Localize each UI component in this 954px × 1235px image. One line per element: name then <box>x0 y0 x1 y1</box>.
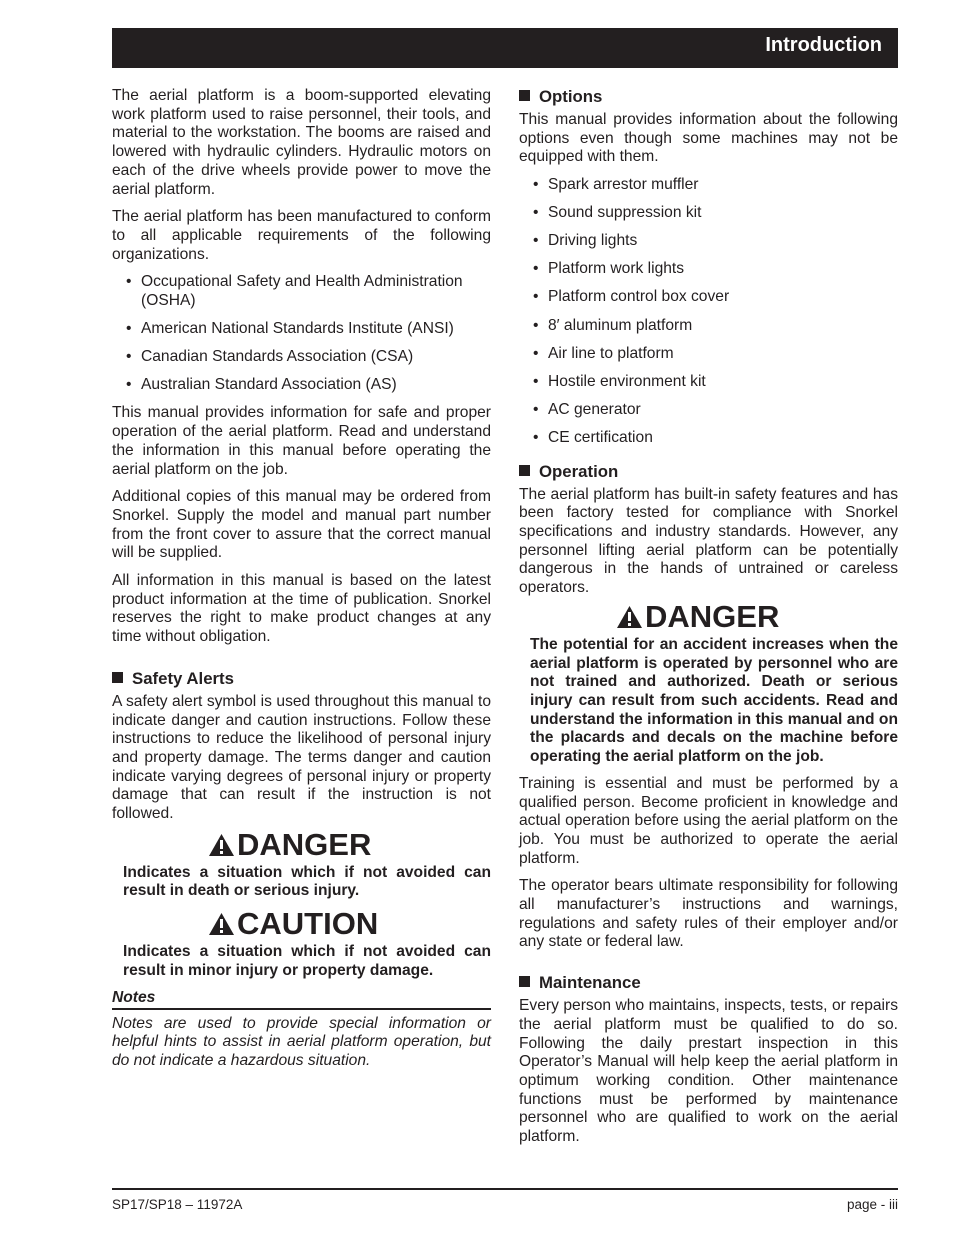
operation-paragraph-3: The operator bears ultimate responsibility for following all manufacturer’s instructions and warnings, regulations and safety rules of their employer and/or any state or federal law. <box>519 877 898 951</box>
bullet-icon: • <box>533 176 539 194</box>
left-column <box>112 87 491 1071</box>
danger-signal-word: DANGER <box>616 600 898 634</box>
danger-alert-text: Indicates a situation which if not avoided can result in death or serious injury. <box>123 863 491 900</box>
danger-alert-text: The potential for an accident increases when the aerial platform is operated by personnel who are not trained and authorized. Death or serious injury can result from such accidents. Read and understand the information in this manual and on the placards and decals on the machine before operating the aerial platform on the job. <box>530 635 898 766</box>
maintenance-paragraph: Every person who maintains, inspects, tests, or repairs the aerial platform must be qualified to do so. Following the daily prestart inspection in this Operator’s Manual will help keep the aerial platform in optimum working condition. Other maintenance functions must be performed by maintenance personnel who are qualified to work on the aerial platform. <box>519 997 898 1146</box>
intro-paragraph-4: Additional copies of this manual may be ordered from Snorkel. Supply the model and manual part number from the front cover to assure that the correct manual will be supplied. <box>112 488 491 562</box>
bullet-icon: • <box>533 204 539 222</box>
list-item: • Canadian Standards Association (CSA) <box>126 348 414 366</box>
square-bullet-icon <box>519 90 530 101</box>
list-item: • Occupational Safety and Health Administration (OSHA) <box>126 273 463 310</box>
warning-triangle-icon <box>208 912 235 936</box>
list-item: • 8′ aluminum platform <box>533 316 693 334</box>
list-item: • Platform work lights <box>533 260 685 278</box>
square-bullet-icon <box>519 465 530 476</box>
square-bullet-icon <box>112 672 123 683</box>
organizations-list <box>112 273 491 395</box>
warning-triangle-icon <box>616 605 643 629</box>
list-item: • Air line to platform <box>533 344 674 362</box>
bullet-icon: • <box>533 400 539 418</box>
caution-alert <box>112 907 491 980</box>
bullet-icon: • <box>533 260 539 278</box>
safety-alerts-paragraph: A safety alert symbol is used throughout this manual to indicate danger and caution instructions. Follow these instructions to reduce the likelihood of personal injury and property damage. The terms danger and caution indicate varying degrees of personal injury or property damage that can result if the instruction is not followed. <box>112 692 491 823</box>
danger-alert <box>519 600 898 767</box>
intro-paragraph-1: The aerial platform is a boom-supported elevating work platform used to raise personnel, their tools, and material to the workstation. The booms are raised and lowered with hydraulic cylinders. Hydraulic motors on each of the drive wheels provide power to move the aerial platform. <box>112 87 491 198</box>
list-item: • Spark arrestor muffler <box>533 176 699 194</box>
bullet-icon: • <box>533 428 539 446</box>
section-title: Introduction <box>765 34 882 56</box>
intro-paragraph-2: The aerial platform has been manufactured to conform to all applicable requirements of the following organizations. <box>112 208 491 263</box>
notes-paragraph: Notes are used to provide special information or helpful hints to assist in aerial platform operation, but do not indicate a hazardous situation. <box>112 1014 491 1069</box>
list-item: • Sound suppression kit <box>533 204 702 222</box>
right-column <box>519 87 898 1156</box>
footer-rule <box>112 1188 898 1190</box>
header-bar <box>112 28 898 68</box>
operation-paragraph-2: Training is essential and must be performed by a qualified person. Become proficient in knowledge and actual operation before using the aerial platform on the job. You must be authorized to operate the aerial platform. <box>519 774 898 867</box>
list-item: • CE certification <box>533 428 653 446</box>
list-item: • Australian Standard Association (AS) <box>126 376 397 394</box>
bullet-icon: • <box>126 273 132 291</box>
list-item: • Hostile environment kit <box>533 372 706 390</box>
danger-alert <box>112 828 491 901</box>
maintenance-heading: Maintenance <box>519 973 898 993</box>
operation-heading: Operation <box>519 462 898 482</box>
list-item: • AC generator <box>533 400 641 418</box>
list-item: • American National Standards Institute (ANSI) <box>126 320 454 338</box>
options-heading: Options <box>519 87 898 107</box>
bullet-icon: • <box>533 316 539 334</box>
notes-heading: Notes <box>112 989 491 1010</box>
bullet-icon: • <box>126 320 132 338</box>
bullet-icon: • <box>533 372 539 390</box>
list-item: • Platform control box cover <box>533 288 730 306</box>
bullet-icon: • <box>126 376 132 394</box>
options-list <box>519 176 898 448</box>
page-number: page - iii <box>846 1197 898 1212</box>
bullet-icon: • <box>533 344 539 362</box>
safety-alerts-heading: Safety Alerts <box>112 669 491 689</box>
bullet-icon: • <box>533 288 539 306</box>
bullet-icon: • <box>126 348 132 366</box>
square-bullet-icon <box>519 976 530 987</box>
intro-paragraph-3: This manual provides information for safe and proper operation of the aerial platform. Read and understand the information in this manual before operating the aerial platform on the job. <box>112 404 491 478</box>
warning-triangle-icon <box>208 833 235 857</box>
operation-paragraph-1: The aerial platform has built-in safety features and has been factory tested for compliance with Snorkel specifications and industry standards. However, any personnel lifting aerial platform can be potentially dangerous in the hands of untrained or careless operators. <box>519 485 898 597</box>
options-paragraph: This manual provides information about the following options even though some machines may not be equipped with them. <box>519 111 898 166</box>
list-item: • Driving lights <box>533 232 638 250</box>
caution-signal-word: CAUTION <box>208 907 491 941</box>
document-id: SP17/SP18 – 11972A <box>112 1197 243 1212</box>
caution-alert-text: Indicates a situation which if not avoided can result in minor injury or property damage. <box>123 943 491 979</box>
intro-paragraph-5: All information in this manual is based on the latest product information at the time of publication. Snorkel reserves the right to make product changes at any time without obligation. <box>112 572 491 646</box>
bullet-icon: • <box>533 232 539 250</box>
danger-signal-word: DANGER <box>208 828 491 862</box>
